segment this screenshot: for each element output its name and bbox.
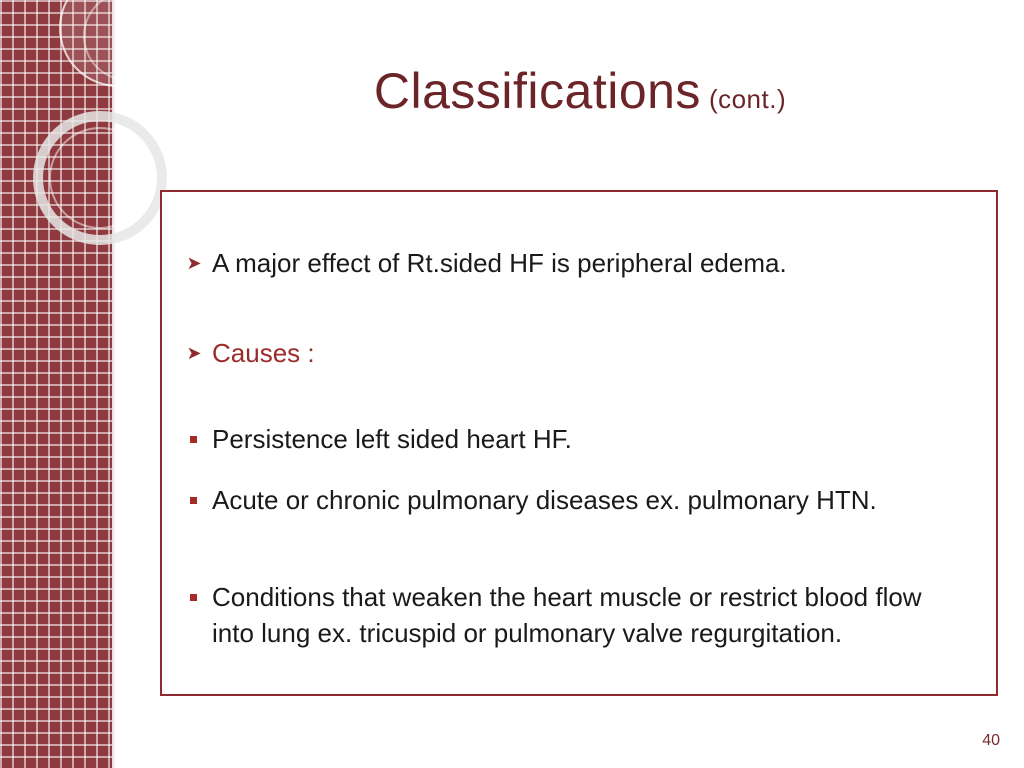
bullet-text: A major effect of Rt.sided HF is peripheral edema. bbox=[212, 248, 787, 278]
bullet-item bbox=[212, 482, 952, 518]
content-box bbox=[160, 190, 998, 696]
bullet-item bbox=[212, 579, 952, 651]
slide-title bbox=[300, 62, 860, 120]
arrow-bullet-icon: ➤ bbox=[186, 343, 202, 363]
bullet-text: Acute or chronic pulmonary diseases ex. pulmonary HTN. bbox=[212, 485, 877, 515]
title-suffix: (cont.) bbox=[708, 84, 787, 114]
title-text: Classifications bbox=[373, 63, 701, 119]
bullet-item bbox=[212, 421, 952, 457]
decorative-circles-icon bbox=[0, 0, 170, 260]
bullet-text: Conditions that weaken the heart muscle or restrict blood flow into lung ex. tricuspid or pulmonary valve regurgitation. bbox=[212, 582, 922, 648]
bullet-text: Persistence left sided heart HF. bbox=[212, 424, 572, 454]
bullet-item bbox=[186, 245, 952, 281]
bullet-text: Causes : bbox=[212, 338, 315, 368]
bullet-item-causes bbox=[186, 335, 952, 371]
slide-number: 40 bbox=[982, 732, 1000, 749]
arrow-bullet-icon: ➤ bbox=[186, 253, 202, 273]
